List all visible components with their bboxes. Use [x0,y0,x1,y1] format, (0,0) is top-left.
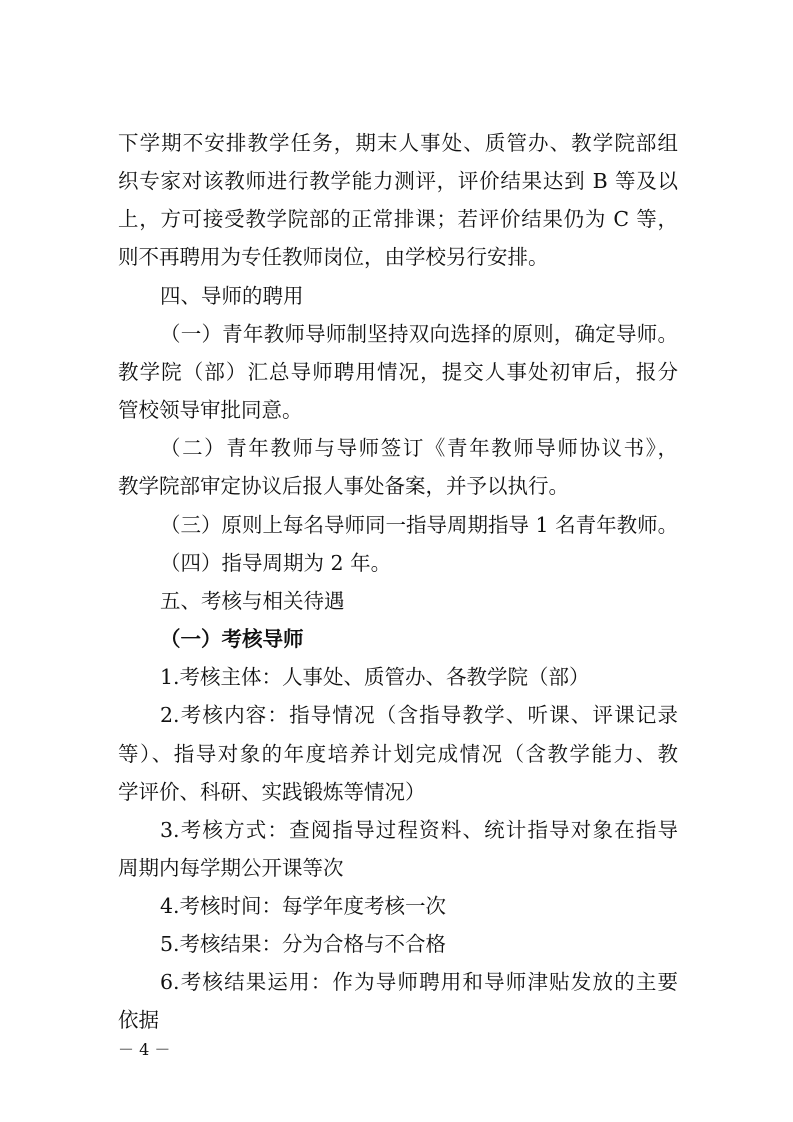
subsection-heading: （一）考核导师 [160,627,304,651]
paragraph-line: 3.考核方式：查阅指导过程资料、统计指导对象在指导 [160,818,678,842]
paragraph-line: 管校领导审批同意。 [118,398,303,422]
page-number: － 4 － [118,1040,171,1059]
paragraph-line: 教学院部审定协议后报人事处备案，并予以执行。 [118,474,569,498]
section-heading-5: 五、考核与相关待遇 [160,589,345,613]
paragraph-line: 周期内每学期公开课等次 [118,856,344,880]
paragraph-line: （四）指导周期为 2 年。 [160,551,392,575]
paragraph-line: 2.考核内容：指导情况（含指导教学、听课、评课记录 [160,703,678,727]
paragraph-line: （一）青年教师导师制坚持双向选择的原则，确定导师。 [160,322,678,346]
paragraph-line: 织专家对该教师进行教学能力测评，评价结果达到 B 等及以 [118,169,678,193]
paragraph-line: 4.考核时间：每学年度考核一次 [160,894,447,918]
paragraph-line: 5.考核结果：分为合格与不合格 [160,932,447,956]
paragraph-line: 则不再聘用为专任教师岗位，由学校另行安排。 [118,245,549,269]
paragraph-line: 下学期不安排教学任务，期末人事处、质管办、教学院部组 [118,131,678,155]
paragraph-line: 等）、指导对象的年度培养计划完成情况（含教学能力、教 [118,742,678,766]
paragraph-line: （三）原则上每名导师同一指导周期指导 1 名青年教师。 [160,513,679,537]
paragraph-line: 上，方可接受教学院部的正常排课；若评价结果仍为 C 等， [118,207,678,231]
paragraph-line: 6.考核结果运用：作为导师聘用和导师津贴发放的主要 [160,970,678,994]
section-heading-4: 四、导师的聘用 [160,284,304,308]
paragraph-line: 教学院（部）汇总导师聘用情况，提交人事处初审后，报分 [118,360,678,384]
paragraph-line: 1.考核主体：人事处、质管办、各教学院（部） [160,665,590,689]
paragraph-line: （二）青年教师与导师签订《青年教师导师协议书》， [160,436,678,460]
paragraph-line: 依据 [118,1008,159,1032]
paragraph-line: 学评价、科研、实践锻炼等情况） [118,780,426,804]
